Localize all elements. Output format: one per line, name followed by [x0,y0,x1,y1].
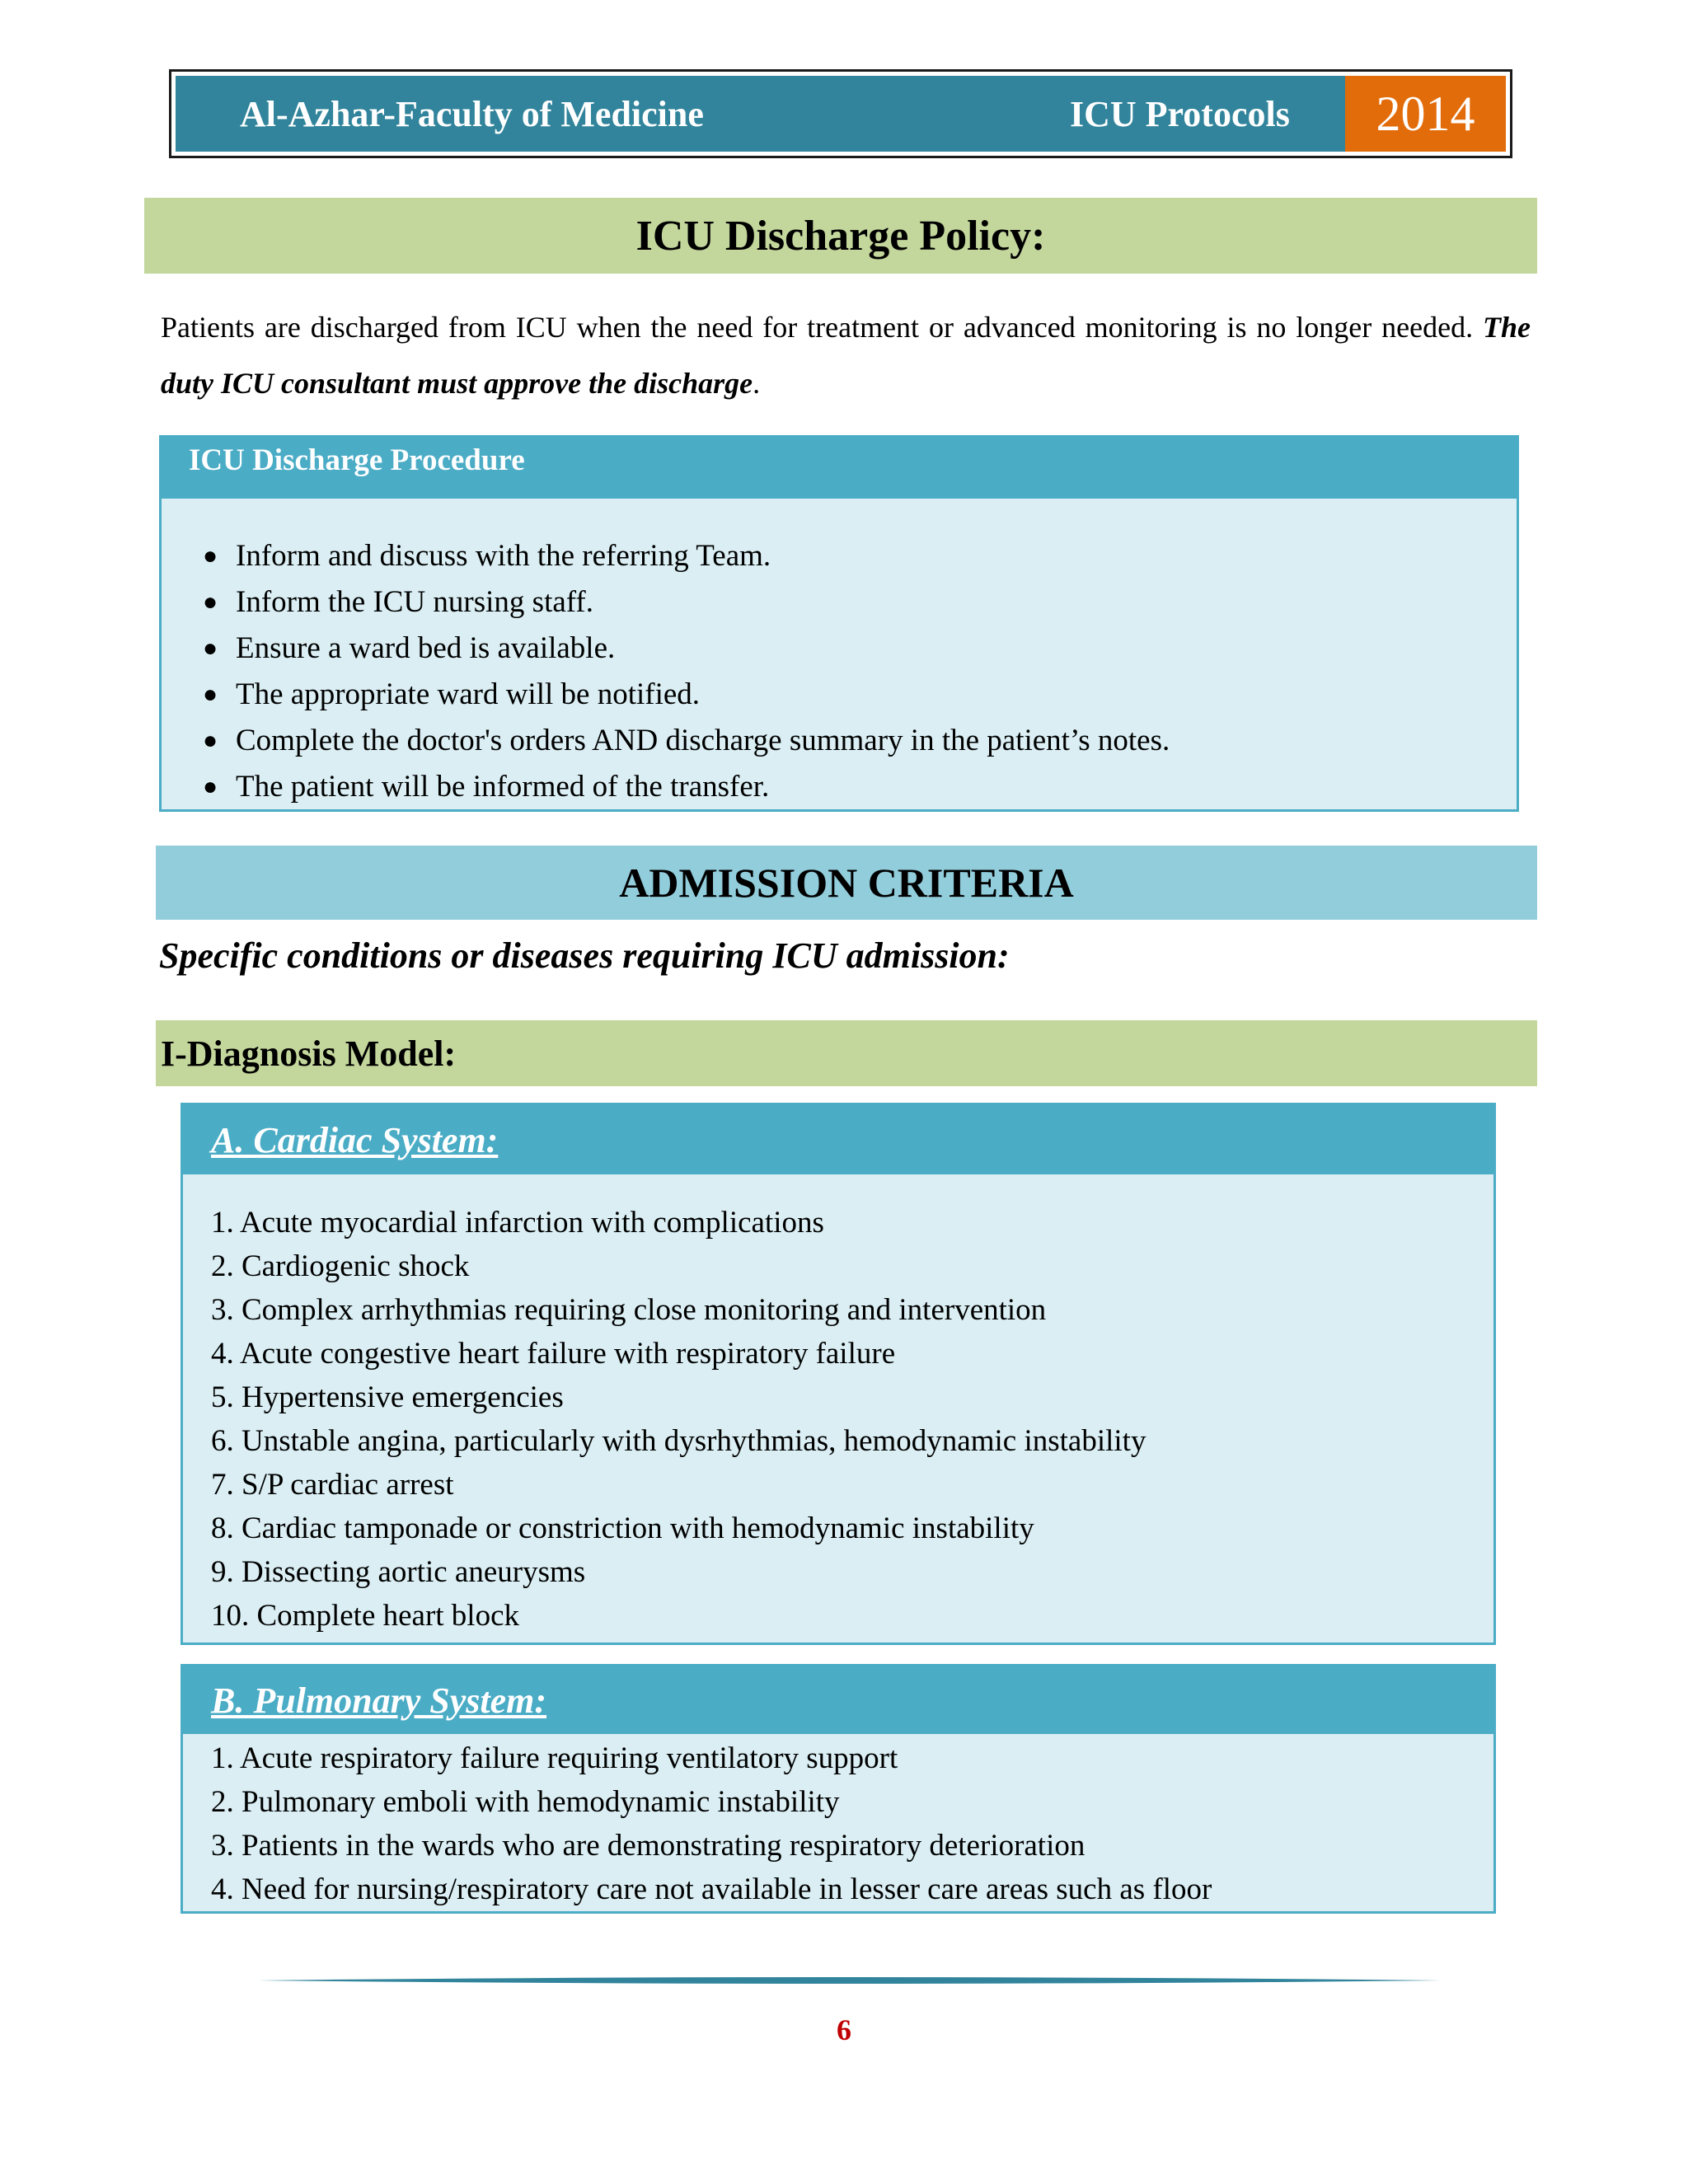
bullet-icon: ● [203,542,218,569]
admission-subheading: Specific conditions or diseases requiring ICU admission: [159,935,1010,976]
list-item [203,672,1170,718]
list-item-text: Inform the ICU nursing staff. [236,585,593,619]
list-item: 3. Complex arrhythmias requiring close monitoring and intervention [211,1293,1047,1327]
list-item: 2. Cardiogenic shock [211,1249,470,1283]
list-item: 2. Pulmonary emboli with hemodynamic instability [211,1785,840,1819]
list-item [203,718,1170,764]
list-item: 5. Hypertensive emergencies [211,1380,564,1414]
discharge-procedure-list [203,533,1170,810]
pulmonary-criteria-list [211,1736,1212,1911]
list-item: 3. Patients in the wards who are demonstrating respiratory deterioration [211,1829,1085,1863]
list-item: 7. S/P cardiac arrest [211,1468,454,1502]
bullet-icon: ● [203,588,218,616]
header-year-badge: 2014 [1345,76,1506,152]
list-item: 1. Acute myocardial infarction with complications [211,1206,824,1240]
page-number: 6 [837,2013,851,2046]
list-item: 4. Acute congestive heart failure with respiratory failure [211,1337,896,1371]
footer-divider [258,1972,1441,1989]
bullet-icon: ● [203,773,218,800]
list-item: 10. Complete heart block [211,1599,520,1633]
list-item-text: The appropriate ward will be notified. [236,677,701,711]
list-item-text: Inform and discuss with the referring Team. [236,539,771,573]
bullet-icon: ● [203,635,218,662]
list-item [203,626,1170,672]
list-item: 4. Need for nursing/respiratory care not available in lesser care areas such as floor [211,1872,1212,1906]
diagnosis-model-title: I-Diagnosis Model: [156,1020,1537,1086]
discharge-procedure-box [159,435,1519,812]
list-item: 6. Unstable angina, particularly with dysrhythmias, hemodynamic instability [211,1424,1146,1458]
discharge-intro-text: Patients are discharged from ICU when the need for treatment or advanced monitoring is no longer needed. [161,311,1483,344]
list-item-text: The patient will be informed of the transfer. [236,770,770,804]
discharge-intro-end: . [753,367,761,400]
bullet-icon: ● [203,681,218,708]
cardiac-system-title: A. Cardiac System: [183,1105,1493,1174]
page-header [169,69,1512,158]
bullet-icon: ● [203,727,218,754]
discharge-policy-title: ICU Discharge Policy: [144,198,1537,274]
list-item: 9. Dissecting aortic aneurysms [211,1555,586,1589]
pulmonary-system-title: B. Pulmonary System: [183,1666,1493,1734]
list-item: 8. Cardiac tamponade or constriction with hemodynamic instability [211,1511,1034,1545]
cardiac-criteria-list [211,1201,1146,1638]
list-item [203,533,1170,579]
list-item-text: Ensure a ward bed is available. [236,631,616,665]
cardiac-system-box [181,1103,1496,1645]
discharge-intro-paragraph [161,299,1531,411]
list-item-text: Complete the doctor's orders AND discharge summary in the patient’s notes. [236,724,1170,757]
header-bar [176,76,1506,152]
list-item [203,579,1170,626]
pulmonary-system-box [181,1664,1496,1914]
list-item [203,764,1170,810]
discharge-procedure-title: ICU Discharge Procedure [162,438,1517,499]
discharge-intro-emphasis: The duty ICU consultant must approve the discharge [161,311,1531,400]
admission-criteria-title: ADMISSION CRITERIA [156,846,1537,920]
header-institution: Al-Azhar-Faculty of Medicine [240,93,704,134]
header-document-title: ICU Protocols [1070,93,1290,134]
list-item: 1. Acute respiratory failure requiring ventilatory support [211,1741,898,1775]
